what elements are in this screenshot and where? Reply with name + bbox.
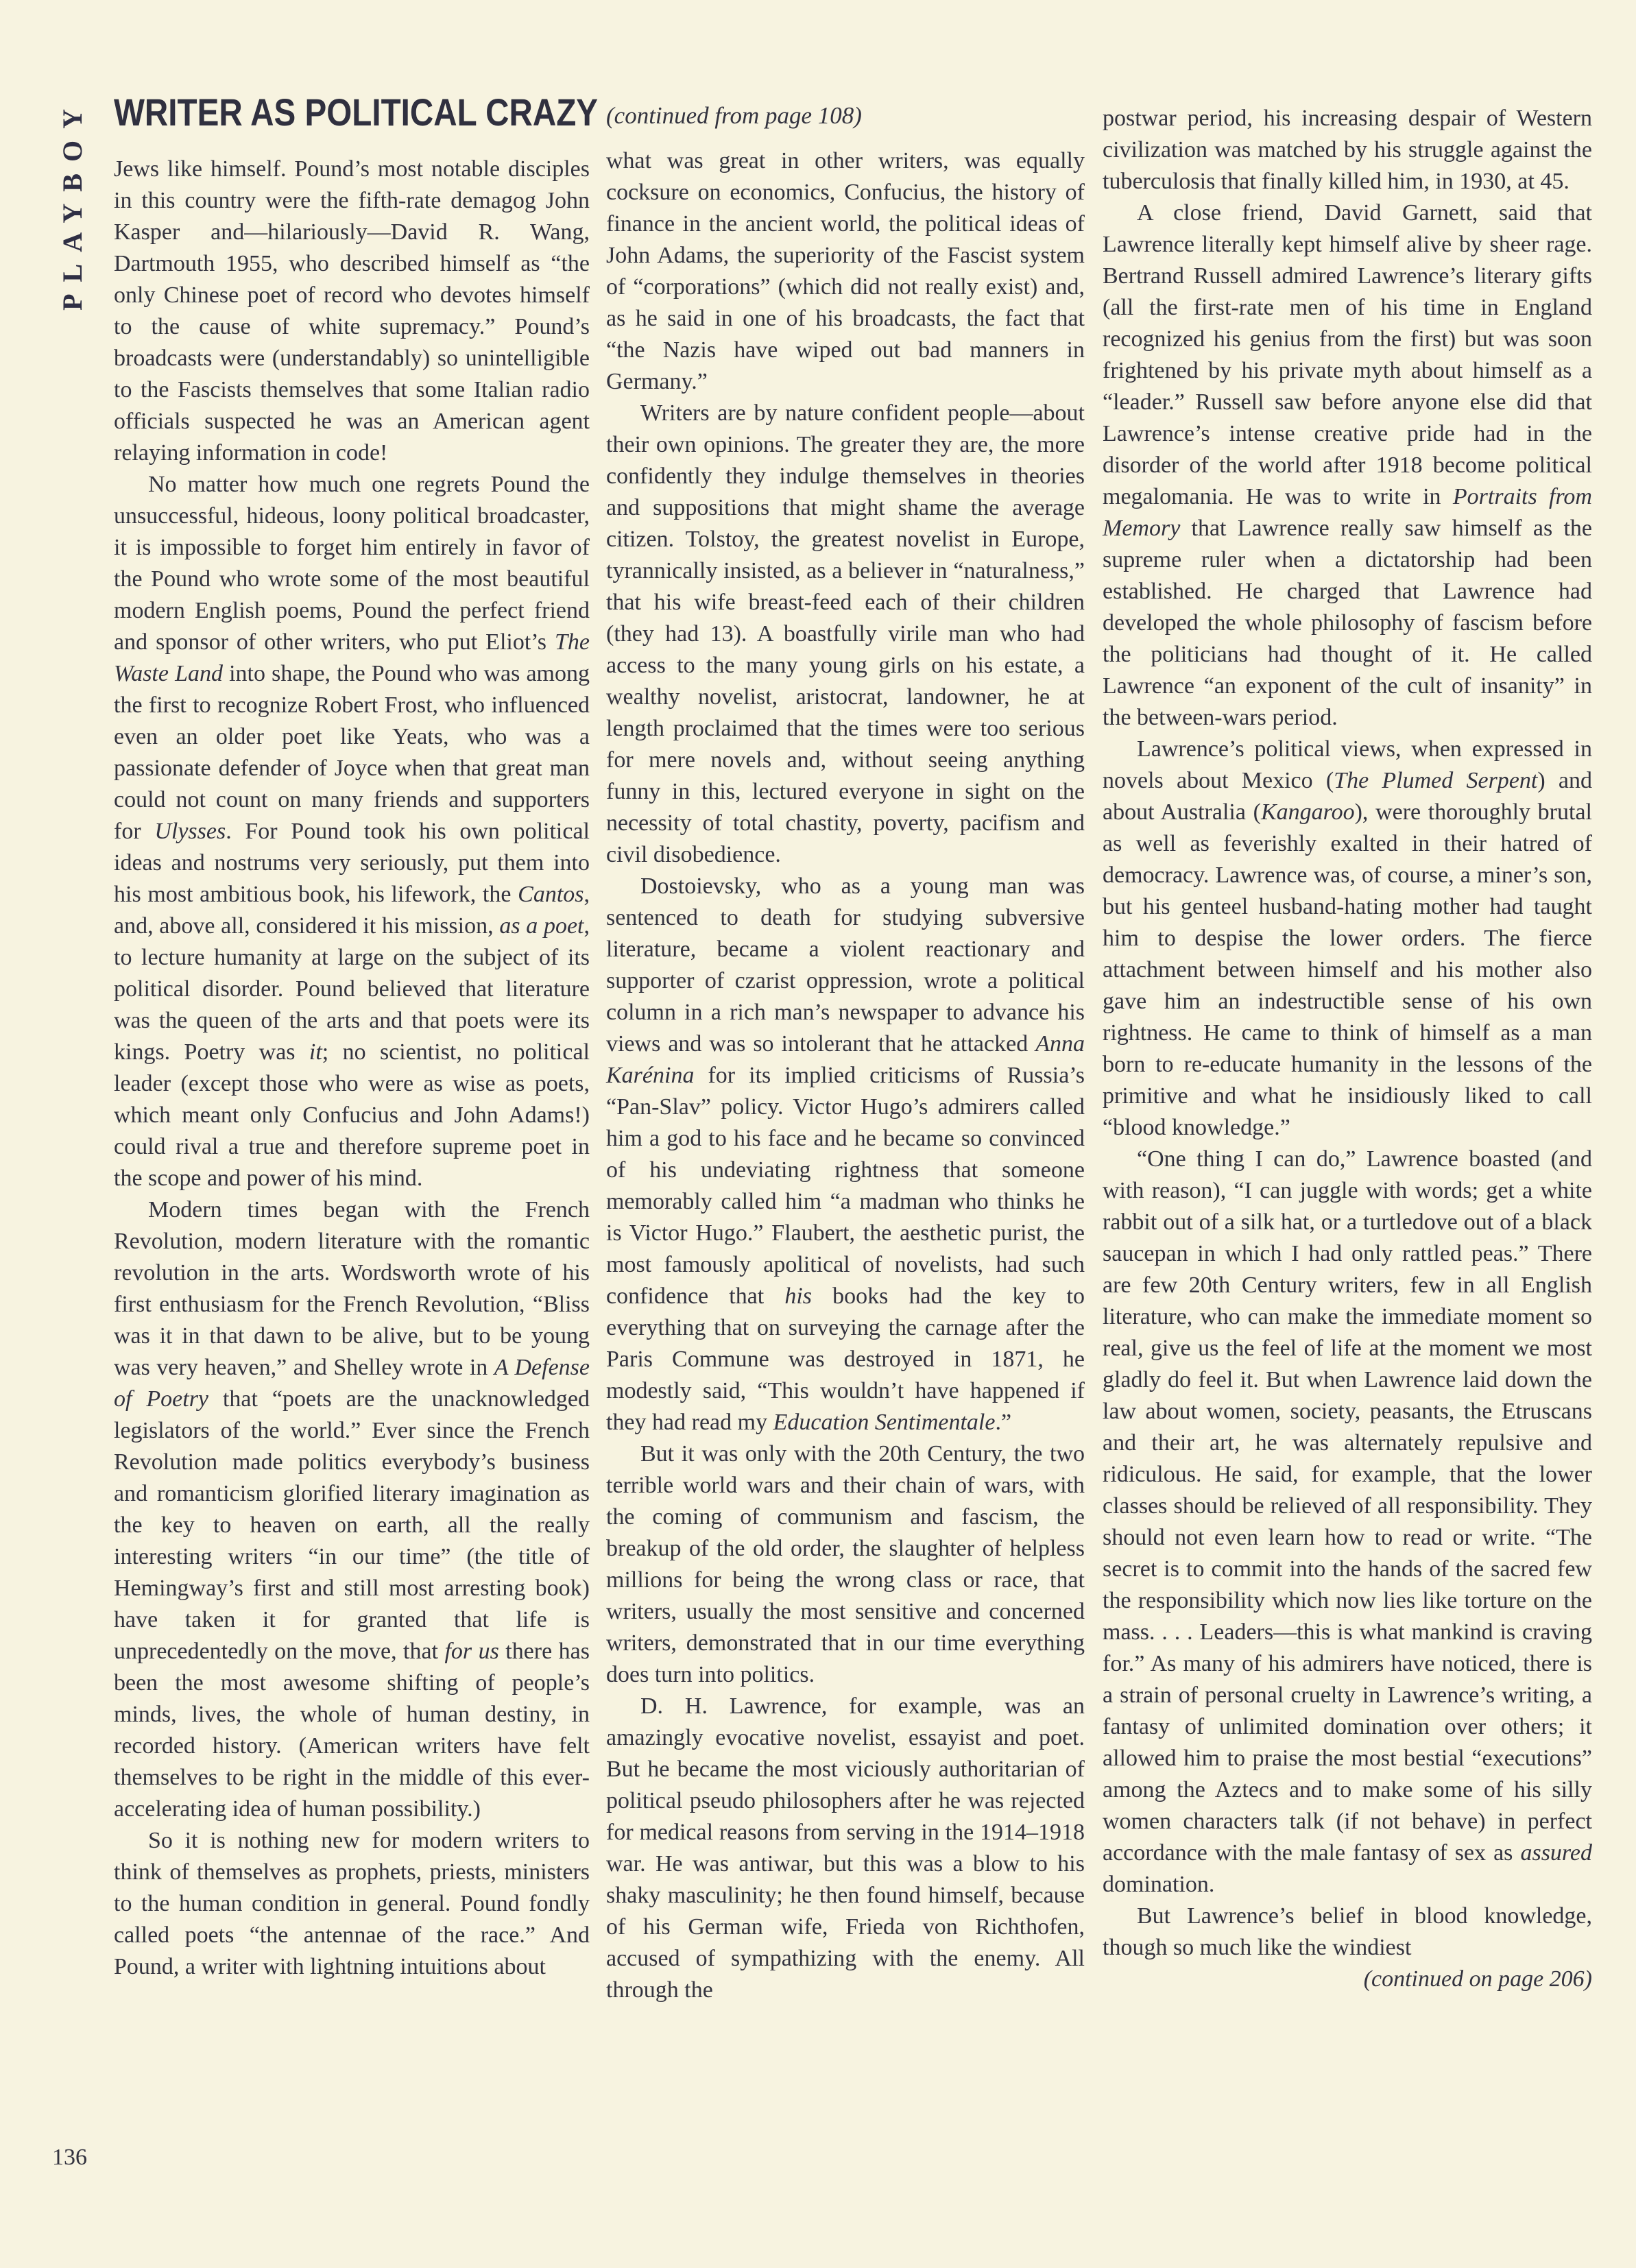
continued-from-note: (continued from page 108) — [606, 102, 862, 129]
text-column-1 — [114, 154, 590, 1983]
paragraph: what was great in other writers, was equally cocksure on economics, Confucius, the history of finance in the ancient world, the political ideas of John Adams, the superiority of the Fascist system of “corporations” (which did not really exist) and, as he said in one of his broadcasts, the fact that “the Nazis have wiped out bad manners in Germany.” — [606, 148, 1085, 394]
paragraph: Jews like himself. Pound’s most notable disciples in this country were the fifth-rate demagog John Kasper and—hilariously—David R. Wang, Dartmouth 1955, who described himself as “the only Chinese poet of record who devotes himself to the cause of white supremacy.” Pound’s broadcasts were (understandably) so unintelligible to the Fascists themselves that some Italian radio officials suspected he was an American agent relaying information in code! — [114, 156, 590, 466]
paragraph: Dostoievsky, who as a young man was sentenced to death for studying subversive literature, became a violent reactionary and supporter of czarist oppression, wrote a political column in a rich man’s newspaper to advance his views and was so intolerant that he attacked Anna Karénina for its implied criticisms of Russia’s “Pan-Slav” policy. Victor Hugo’s admirers called him a god to his face and he became so convinced of his undeviating rightness that someone memorably called him “a madman who thinks he is Victor Hugo.” Flaubert, the aesthetic purist, the most famously apolitical of novelists, had such confidence that his books had the key to everything that on surveying the carnage after the Paris Commune was destroyed in 1871, he modestly said, “This wouldn’t have happened if they had read my Education Sentimentale.” — [606, 873, 1085, 1435]
page-number: 136 — [52, 2145, 87, 2170]
paragraph: postwar period, his increasing despair of Western civilization was matched by his struggle against the tuberculosis that finally killed him, in 1930, at 45. — [1103, 106, 1592, 194]
text-column-3-body — [1103, 103, 1592, 1964]
paragraph: A close friend, David Garnett, said that Lawrence literally kept himself alive by sheer rage. Bertrand Russell admired Lawrence’s literary gifts (all the first-rate men of his time in England recognized his genius from the first) but was soon frightened by his private myth about himself as a “leader.” Russell saw before anyone else did that Lawrence’s intense creative pride had in the disorder of the world after 1918 become political megalomania. He was to write in Portraits from Memory that Lawrence really saw himself as the supreme ruler when a dictatorship had been established. He charged that Lawrence had developed the whole philosophy of fascism before the politicians had thought of it. He called Lawrence “an exponent of the cult of insanity” in the between-wars period. — [1103, 200, 1592, 730]
text-column-2-body — [606, 145, 1085, 2006]
paragraph: “One thing I can do,” Lawrence boasted (and with reason), “I can juggle with words; get a white rabbit out of a silk hat, or a turtledove out of a black saucepan in which I had only rattled peas.” There are few 20th Century writers, few in all English literature, who can make the immediate moment so real, give us the feel of life at the moment we most gladly do feel it. But when Lawrence laid down the law about women, society, peasants, the Etruscans and their art, he was alternately repulsive and ridiculous. He said, for example, that the lower classes should be relieved of all responsibility. They should not even learn how to read or write. “The secret is to commit into the hands of the sacred few the responsibility which now lies like torture on the mass. . . . Leaders—this is what mankind is craving for.” As many of his admirers have noticed, there is a strain of personal cruelty in Lawrence’s writing, a fantasy of unlimited domination over others; it allowed him to praise the most bestial “executions” among the Aztecs and to make some of his silly women characters talk (if not behave) in perfect accordance with the male fantasy of sex as assured domination. — [1103, 1146, 1592, 1897]
article-title: WRITER AS POLITICAL CRAZY — [114, 91, 599, 134]
text-column-3 — [1103, 103, 1592, 1995]
paragraph: Lawrence’s political views, when expressed in novels about Mexico (The Plumed Serpent) and about Australia (Kangaroo), were thoroughly brutal as well as feverishly exalted in their hatred of democracy. Lawrence was, of course, a miner’s son, but his genteel husband-hating mother had taught him to despise the lower orders. The fierce attachment between himself and his mother also gave him an indestructible sense of his own rightness. He came to think of himself as a man born to re-educate humanity in the lessons of the primitive and what he insidiously liked to call “blood knowledge.” — [1103, 736, 1592, 1140]
paragraph: Writers are by nature confident people—about their own opinions. The greater they are, the more confidently they indulge themselves in theories and suppositions that might shame the average citizen. Tolstoy, the greatest novelist in Europe, tyrannically insisted, as a believer in “naturalness,” that his wife breast-feed each of their children (they had 13). A boastfully virile man who had access to the many young girls on his estate, a wealthy novelist, aristocrat, landowner, he at length proclaimed that the times were too serious for mere novels and, without seeing anything funny in this, lectured everyone in sight on the necessity of total chastity, poverty, pacifism and civil disobedience. — [606, 400, 1085, 867]
paragraph: So it is nothing new for modern writers to think of themselves as prophets, priests, ministers to the human condition in general. Pound fondly called poets “the antennae of the race.” And Pound, a writer with lightning intuitions about — [114, 1828, 590, 1979]
paragraph: No matter how much one regrets Pound the unsuccessful, hideous, loony political broadcaster, it is impossible to forget him entirely in favor of the Pound who wrote some of the most beautiful modern English poems, Pound the perfect friend and sponsor of other writers, who put Eliot’s The Waste Land into shape, the Pound who was among the first to recognize Robert Frost, who influenced even an older poet like Yeats, who was a passionate defender of Joyce when that great man could not count on many friends and supporters for Ulysses. For Pound took his own political ideas and nostrums very seriously, put them into his most ambitious book, his lifework, the Cantos, and, above all, considered it his mission, as a poet, to lecture humanity at large on the subject of its political disorder. Pound believed that literature was the queen of the arts and that poets were its kings. Poetry was it; no scientist, no political leader (except those who were as wise as poets, which meant only Confucius and John Adams!) could rival a true and therefore supreme poet in the scope and power of his mind. — [114, 472, 590, 1191]
paragraph: But Lawrence’s belief in blood knowledge, though so much like the windiest — [1103, 1903, 1592, 1960]
text-column-2 — [606, 100, 1085, 2006]
magazine-spine-text: PLAYBOY — [57, 97, 88, 311]
paragraph: D. H. Lawrence, for example, was an amazingly evocative novelist, essayist and poet. But he became the most viciously authoritarian of political pseudo philosophers after he was rejected for medical reasons from serving in the 1914–1918 war. He was antiwar, but this was a blow to his shaky masculinity; he then found himself, because of his German wife, Frieda von Richthofen, accused of sympathizing with the enemy. All through the — [606, 1693, 1085, 2003]
continued-on-note: (continued on page 206) — [1363, 1966, 1592, 1992]
magazine-spine — [56, 97, 88, 314]
paragraph: But it was only with the 20th Century, the two terrible world wars and their chain of wars, with the coming of communism and fascism, the breakup of the old order, the slaughter of helpless millions for being the wrong class or race, that writers, usually the most sensitive and concerned writers, demonstrated that in our time everything does turn into politics. — [606, 1441, 1085, 1687]
paragraph: Modern times began with the French Revolution, modern literature with the romantic revolution in the arts. Wordsworth wrote of his first enthusiasm for the French Revolution, “Bliss was it in that dawn to be alive, but to be young was very heaven,” and Shelley wrote in A Defense of Poetry that “poets are the unacknowledged legislators of the world.” Ever since the French Revolution made politics everybody’s business and romanticism glorified literary imagination as the key to heaven on earth, all the really interesting writers “in our time” (the title of Hemingway’s first and still most arresting book) have taken it for granted that life is unprecedentedly on the move, that for us there has been the most awesome shifting of people’s minds, lives, the whole of human destiny, in recorded history. (American writers have felt themselves to be right in the middle of this ever-accelerating idea of human possibility.) — [114, 1197, 590, 1822]
